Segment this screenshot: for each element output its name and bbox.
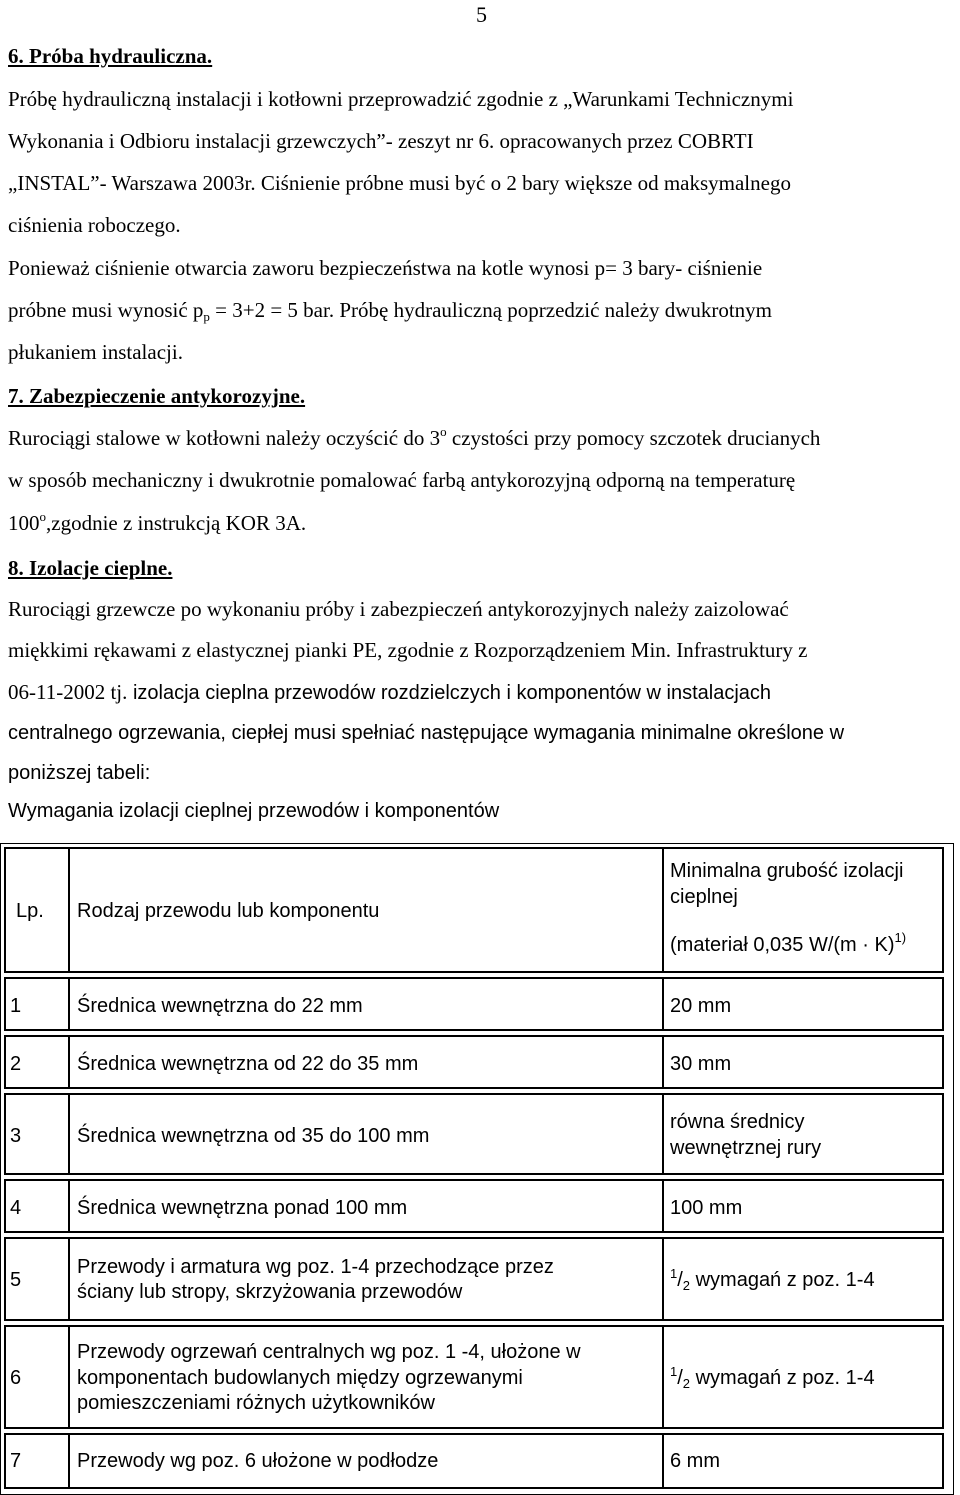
row-1-type-cell [68,977,664,1031]
section-7-heading: 7. Zabezpieczenie antykorozyjne. [8,384,306,408]
row-7-type-cell [68,1433,664,1489]
header-thickness-line-3: (materiał 0,035 $W/(m \cdot K)^{1)}$ [670,930,907,956]
section-6-line-2: Wykonania i Odbioru instalacji grzewczych”- zeszyt nr 6. opracowanych przez COBRTI [8,129,754,153]
row-4-lp: 4 [10,1197,22,1219]
row-1-value: 20 mm [670,995,732,1017]
row-1-lp: 1 [10,995,22,1017]
section-6-line-4: ciśnienia roboczego. [8,213,181,237]
row-6-type-line-3: pomieszczeniami różnych użytkowników [77,1392,435,1414]
section-7-line-3: 100$^o$,zgodnie z instrukcją KOR 3A. [8,509,307,535]
row-3-type: Średnica wewnętrzna od 35 do 100 mm [77,1125,430,1147]
row-4-type: Średnica wewnętrzna ponad 100 mm [77,1197,408,1219]
row-7-value: 6 mm [670,1450,720,1472]
row-2-lp-cell [4,1035,70,1089]
header-type: Rodzaj przewodu lub komponentu [77,900,380,922]
row-5-type-line-2: ściany lub stropy, skrzyżowania przewodów [77,1281,463,1303]
row-6-type-cell [68,1325,664,1429]
header-lp-cell [4,847,70,973]
section-8-line-5: poniższej tabeli: [8,762,151,784]
row-1-value-cell [662,977,944,1031]
row-4-value: 100 mm [670,1197,743,1219]
row-3-value-line-2: wewnętrznej rury [670,1137,822,1159]
header-lp: Lp. [16,900,44,922]
row-5-type-cell [68,1237,664,1321]
row-5-value: $^1/_2$ wymagań z poz. 1-4 [670,1266,875,1293]
row-1-lp-cell [4,977,70,1031]
header-type-cell [68,847,664,973]
section-8-line-2: miękkimi rękawami z elastycznej pianki PE, zgodnie z Rozporządzeniem Min. Infrastruktury z [8,638,808,662]
section-6-line-6: próbne musi wynosić $p_p = 3+2 = 5$ bar. Próbę hydrauliczną poprzedzić należy dwukrotnym [8,298,773,324]
row-5-type-line-1: Przewody i armatura wg poz. 1-4 przechodzące przez [77,1256,554,1278]
header-thickness-line-2: cieplnej [670,886,738,908]
row-7-type: Przewody wg poz. 6 ułożone w podłodze [77,1450,439,1472]
row-5-lp-cell [4,1237,70,1321]
section-6-line-7: płukaniem instalacji. [8,340,183,364]
row-2-type-cell [68,1035,664,1089]
section-8-line-4: centralnego ogrzewania, ciepłej musi spełniać następujące wymagania minimalne określone w [8,722,845,744]
row-3-value-line-1: równa średnicy [670,1111,805,1133]
row-4-lp-cell [4,1179,70,1233]
section-7-line-1: Rurociągi stalowe w kotłowni należy oczyścić do 3$^o$ czystości przy pomocy szczotek drucianych [8,424,821,450]
section-7-line-2: w sposób mechaniczny i dwukrotnie pomalować farbą antykorozyjną odporną na temperaturę [8,468,796,492]
row-1-type: Średnica wewnętrzna do 22 mm [77,995,363,1017]
section-6-line-5: Ponieważ ciśnienie otwarcia zaworu bezpieczeństwa na kotle wynosi p= 3 bary- ciśnienie [8,256,763,280]
row-5-lp: 5 [10,1269,22,1291]
row-7-value-cell [662,1433,944,1489]
section-6-line-1: Próbę hydrauliczną instalacji i kotłowni przeprowadzić zgodnie z „Warunkami Technicznymi [8,87,794,111]
row-2-type: Średnica wewnętrzna od 22 do 35 mm [77,1053,419,1075]
row-6-type-line-2: komponentach budowlanych między ogrzewanymi [77,1367,523,1389]
header-thickness-line-1: Minimalna grubość izolacji [670,860,904,882]
row-6-value-cell [662,1325,944,1429]
row-5-value-cell [662,1237,944,1321]
section-8-line-1: Rurociągi grzewcze po wykonaniu próby i zabezpieczeń antykorozyjnych należy zaizolować [8,597,789,621]
row-6-type-line-1: Przewody ogrzewań centralnych wg poz. 1 -4, ułożone w [77,1341,581,1363]
row-2-lp: 2 [10,1053,22,1075]
row-2-value-cell [662,1035,944,1089]
table-caption: Wymagania izolacji cieplnej przewodów i komponentów [8,800,500,822]
row-6-lp-cell [4,1325,70,1429]
row-3-lp: 3 [10,1125,22,1147]
row-3-lp-cell [4,1093,70,1175]
section-6-heading: 6. Próba hydrauliczna. [8,44,213,68]
row-7-lp-cell [4,1433,70,1489]
row-2-value: 30 mm [670,1053,732,1075]
section-6-line-3: „INSTAL”- Warszawa 2003r. Ciśnienie próbne musi być o 2 bary większe od maksymalnego [8,171,791,195]
row-6-value: $^1/_2$ wymagań z poz. 1-4 [670,1364,875,1391]
row-3-type-cell [68,1093,664,1175]
header-thickness-cell [662,847,944,973]
section-8-heading: 8. Izolacje cieplne. [8,556,173,580]
row-3-value-cell [662,1093,944,1175]
section-8-line-3: 06-11-2002 tj. izolacja cieplna przewodów rozdzielczych i komponentów w instalacjach [8,680,772,704]
page-number: 5 [476,2,487,27]
row-7-lp: 7 [10,1450,22,1472]
row-4-value-cell [662,1179,944,1233]
row-4-type-cell [68,1179,664,1233]
row-6-lp: 6 [10,1367,22,1389]
